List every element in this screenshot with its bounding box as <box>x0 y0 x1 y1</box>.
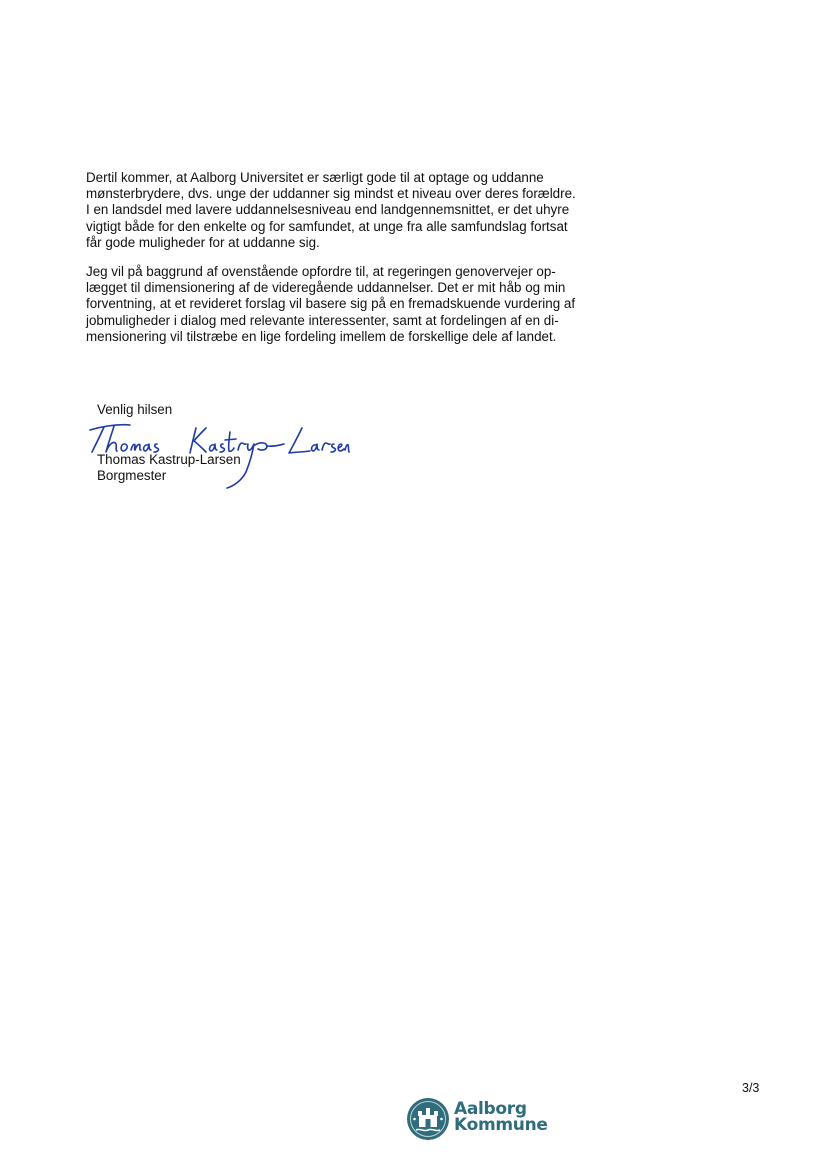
paragraph-line: jobmuligheder i dialog med relevante interessenter, samt at fordelingen af en di- <box>86 312 559 328</box>
paragraph-line: Dertil kommer, at Aalborg Universitet er særligt gode til at optage og uddanne <box>86 170 544 185</box>
body-paragraph-1 <box>86 170 626 251</box>
city-crest-icon <box>406 1097 450 1141</box>
paragraph-line: I en landsdel med lavere uddannelsesniveau end landgennemsnittet, er det uhyre <box>86 202 570 218</box>
logo-line-2: Kommune <box>454 1115 548 1135</box>
paragraph-line: lægget til dimensionering af de videregående uddannelser. Det er mit håb og min <box>86 280 566 296</box>
paragraph-line: mønsterbrydere, dvs. unge der uddanner sig mindst et niveau over deres forældre. <box>86 186 576 202</box>
paragraph-line: Jeg vil på baggrund af ovenstående opfordre til, at regeringen genovervejer op- <box>86 264 556 279</box>
logo-wordmark <box>454 1101 548 1133</box>
paragraph-line: mensionering vil tilstræbe en lige fordeling imellem de forskellige dele af landet. <box>86 328 557 344</box>
paragraph-line: forventning, at et revideret forslag vil basere sig på en fremadskuende vurdering af <box>86 296 576 312</box>
body-paragraph-2 <box>86 264 626 345</box>
signer-name: Thomas Kastrup-Larsen <box>97 452 241 467</box>
aalborg-kommune-logo <box>406 1097 556 1143</box>
closing-salutation: Venlig hilsen <box>97 402 173 417</box>
signer-title: Borgmester <box>97 468 167 483</box>
page-number: 3/3 <box>742 1081 760 1095</box>
paragraph-line: vigtigt både for den enkelte og for samfundet, at unge fra alle samfundslag fortsat <box>86 218 568 234</box>
logo-line-1: Aalborg <box>454 1099 527 1119</box>
paragraph-line: får gode muligheder for at uddanne sig. <box>86 234 320 250</box>
